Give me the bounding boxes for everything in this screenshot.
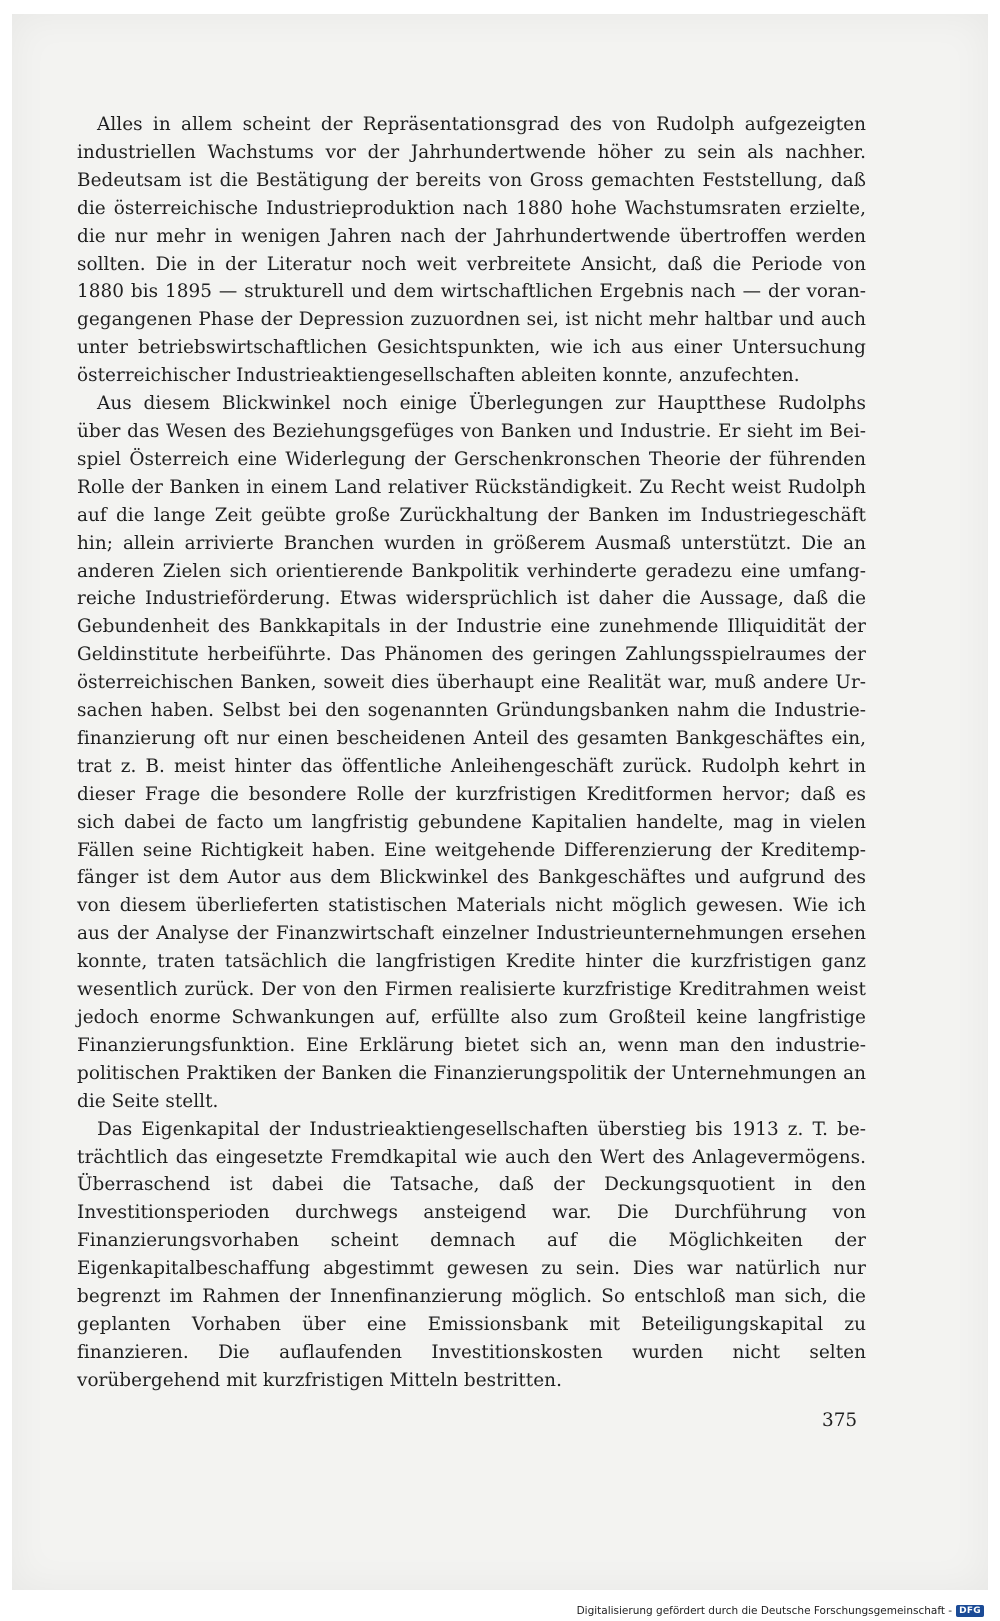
digitization-credit (577, 1605, 984, 1617)
paragraph-1: Alles in allem scheint der Repräsentationsgrad des von Rudolph aufgezeigten industriellen Wachstums vor der Jahrhundertwende höher zu sein als nachher. Bedeutsam ist die Bestätigung der bereits von Gross gemachten Feststellung, daß die österreichische Industrieproduktion nach 1880 hohe Wachstumsraten erzielte, die nur mehr in wenigen Jahren nach der Jahrhundertwende übertroffen werden sollten. Die in der Literatur noch weit verbreitete Ansicht, daß die Periode von 1880 bis 1895 — strukturell und dem wirtschaftlichen Ergebnis nach — der vorangegangenen Phase der Depression zuzuordnen sei, ist nicht mehr haltbar und auch unter betriebswirtschaftlichen Gesichtspunkten, wie ich aus einer Untersuchung österreichischer Industrieaktiengesellschaften ableiten konnte, anzufechten. (77, 114, 866, 387)
page-number: 375 (822, 1410, 858, 1431)
body-text (77, 111, 866, 1395)
digitization-credit-text: Digitalisierung gefördert durch die Deutsche Forschungsgemeinschaft - (576, 1605, 953, 1617)
paragraph-2: Aus diesem Blickwinkel noch einige Überlegungen zur Hauptthese Rudolphs über das Wesen des Beziehungsgefüges von Banken und Industrie. Er sieht im Beispiel Österreich eine Widerlegung der Gerschenkronschen Theorie der führenden Rolle der Banken in einem Land relativer Rückständigkeit. Zu Recht weist Rudolph auf die lange Zeit geübte große Zurückhaltung der Banken im Industriegeschäft hin; allein arrivierte Branchen wurden in größerem Ausmaß unterstützt. Die an anderen Zielen sich orientierende Bankpolitik verhinderte geradezu eine umfangreiche Industrieförderung. Etwas widersprüchlich ist daher die Aussage, daß die Gebundenheit des Bankkapitals in der Industrie eine zunehmende Illiquidität der Geldinstitute herbeiführte. Das Phänomen des geringen Zahlungsspielraumes der österreichischen Banken, soweit dies überhaupt eine Realität war, muß andere Ursachen haben. Selbst bei den sogenannten Gründungsbanken nahm die Industriefinanzierung oft nur einen bescheidenen Anteil des gesamten Bankgeschäftes ein, trat z. B. meist hinter das öffentliche Anleihengeschäft zurück. Rudolph kehrt in dieser Frage die besondere Rolle der kurzfristigen Kreditformen hervor; daß es sich dabei de facto um langfristig gebundene Kapitalien handelte, mag in vielen Fällen seine Richtigkeit haben. Eine weitgehende Differenzierung der Kreditempfänger ist dem Autor aus dem Blickwinkel des Bankgeschäftes und aufgrund des von diesem überlieferten statistischen Materials nicht möglich gewesen. Wie ich aus der Analyse der Finanzwirtschaft einzelner Industrieunternehmungen ersehen konnte, traten tatsächlich die langfristigen Kredite hinter die kurzfristigen ganz wesentlich zurück. Der von den Firmen realisierte kurzfristige Kreditrahmen weist jedoch enorme Schwankungen auf, erfüllte also zum Großteil keine langfristige Finanzierungsfunktion. Eine Erklärung bietet sich an, wenn man den industriepolitischen Praktiken der Banken die Finanzierungspolitik der Unternehmungen an die Seite stellt. (77, 393, 866, 1112)
paragraph-3: Das Eigenkapital der Industrieaktiengesellschaften überstieg bis 1913 z. T. beträchtlich das eingesetzte Fremdkapital wie auch den Wert des Anlagevermögens. Überraschend ist dabei die Tatsache, daß der Deckungsquotient in den Investitionsperioden durchwegs ansteigend war. Die Durchführung von Finanzierungsvorhaben scheint demnach auf die Möglichkeiten der Eigenkapitalbeschaffung abgestimmt gewesen zu sein. Dies war natürlich nur begrenzt im Rahmen der Innenfinanzierung möglich. So entschloß man sich, die geplanten Vorhaben über eine Emissionsbank mit Beteiligungskapital zu finanzieren. Die auflaufenden Investitionskosten wurden nicht selten vorübergehend mit kurzfristigen Mitteln bestritten. (77, 1118, 866, 1391)
dfg-logo-icon: DFG (956, 1605, 984, 1617)
